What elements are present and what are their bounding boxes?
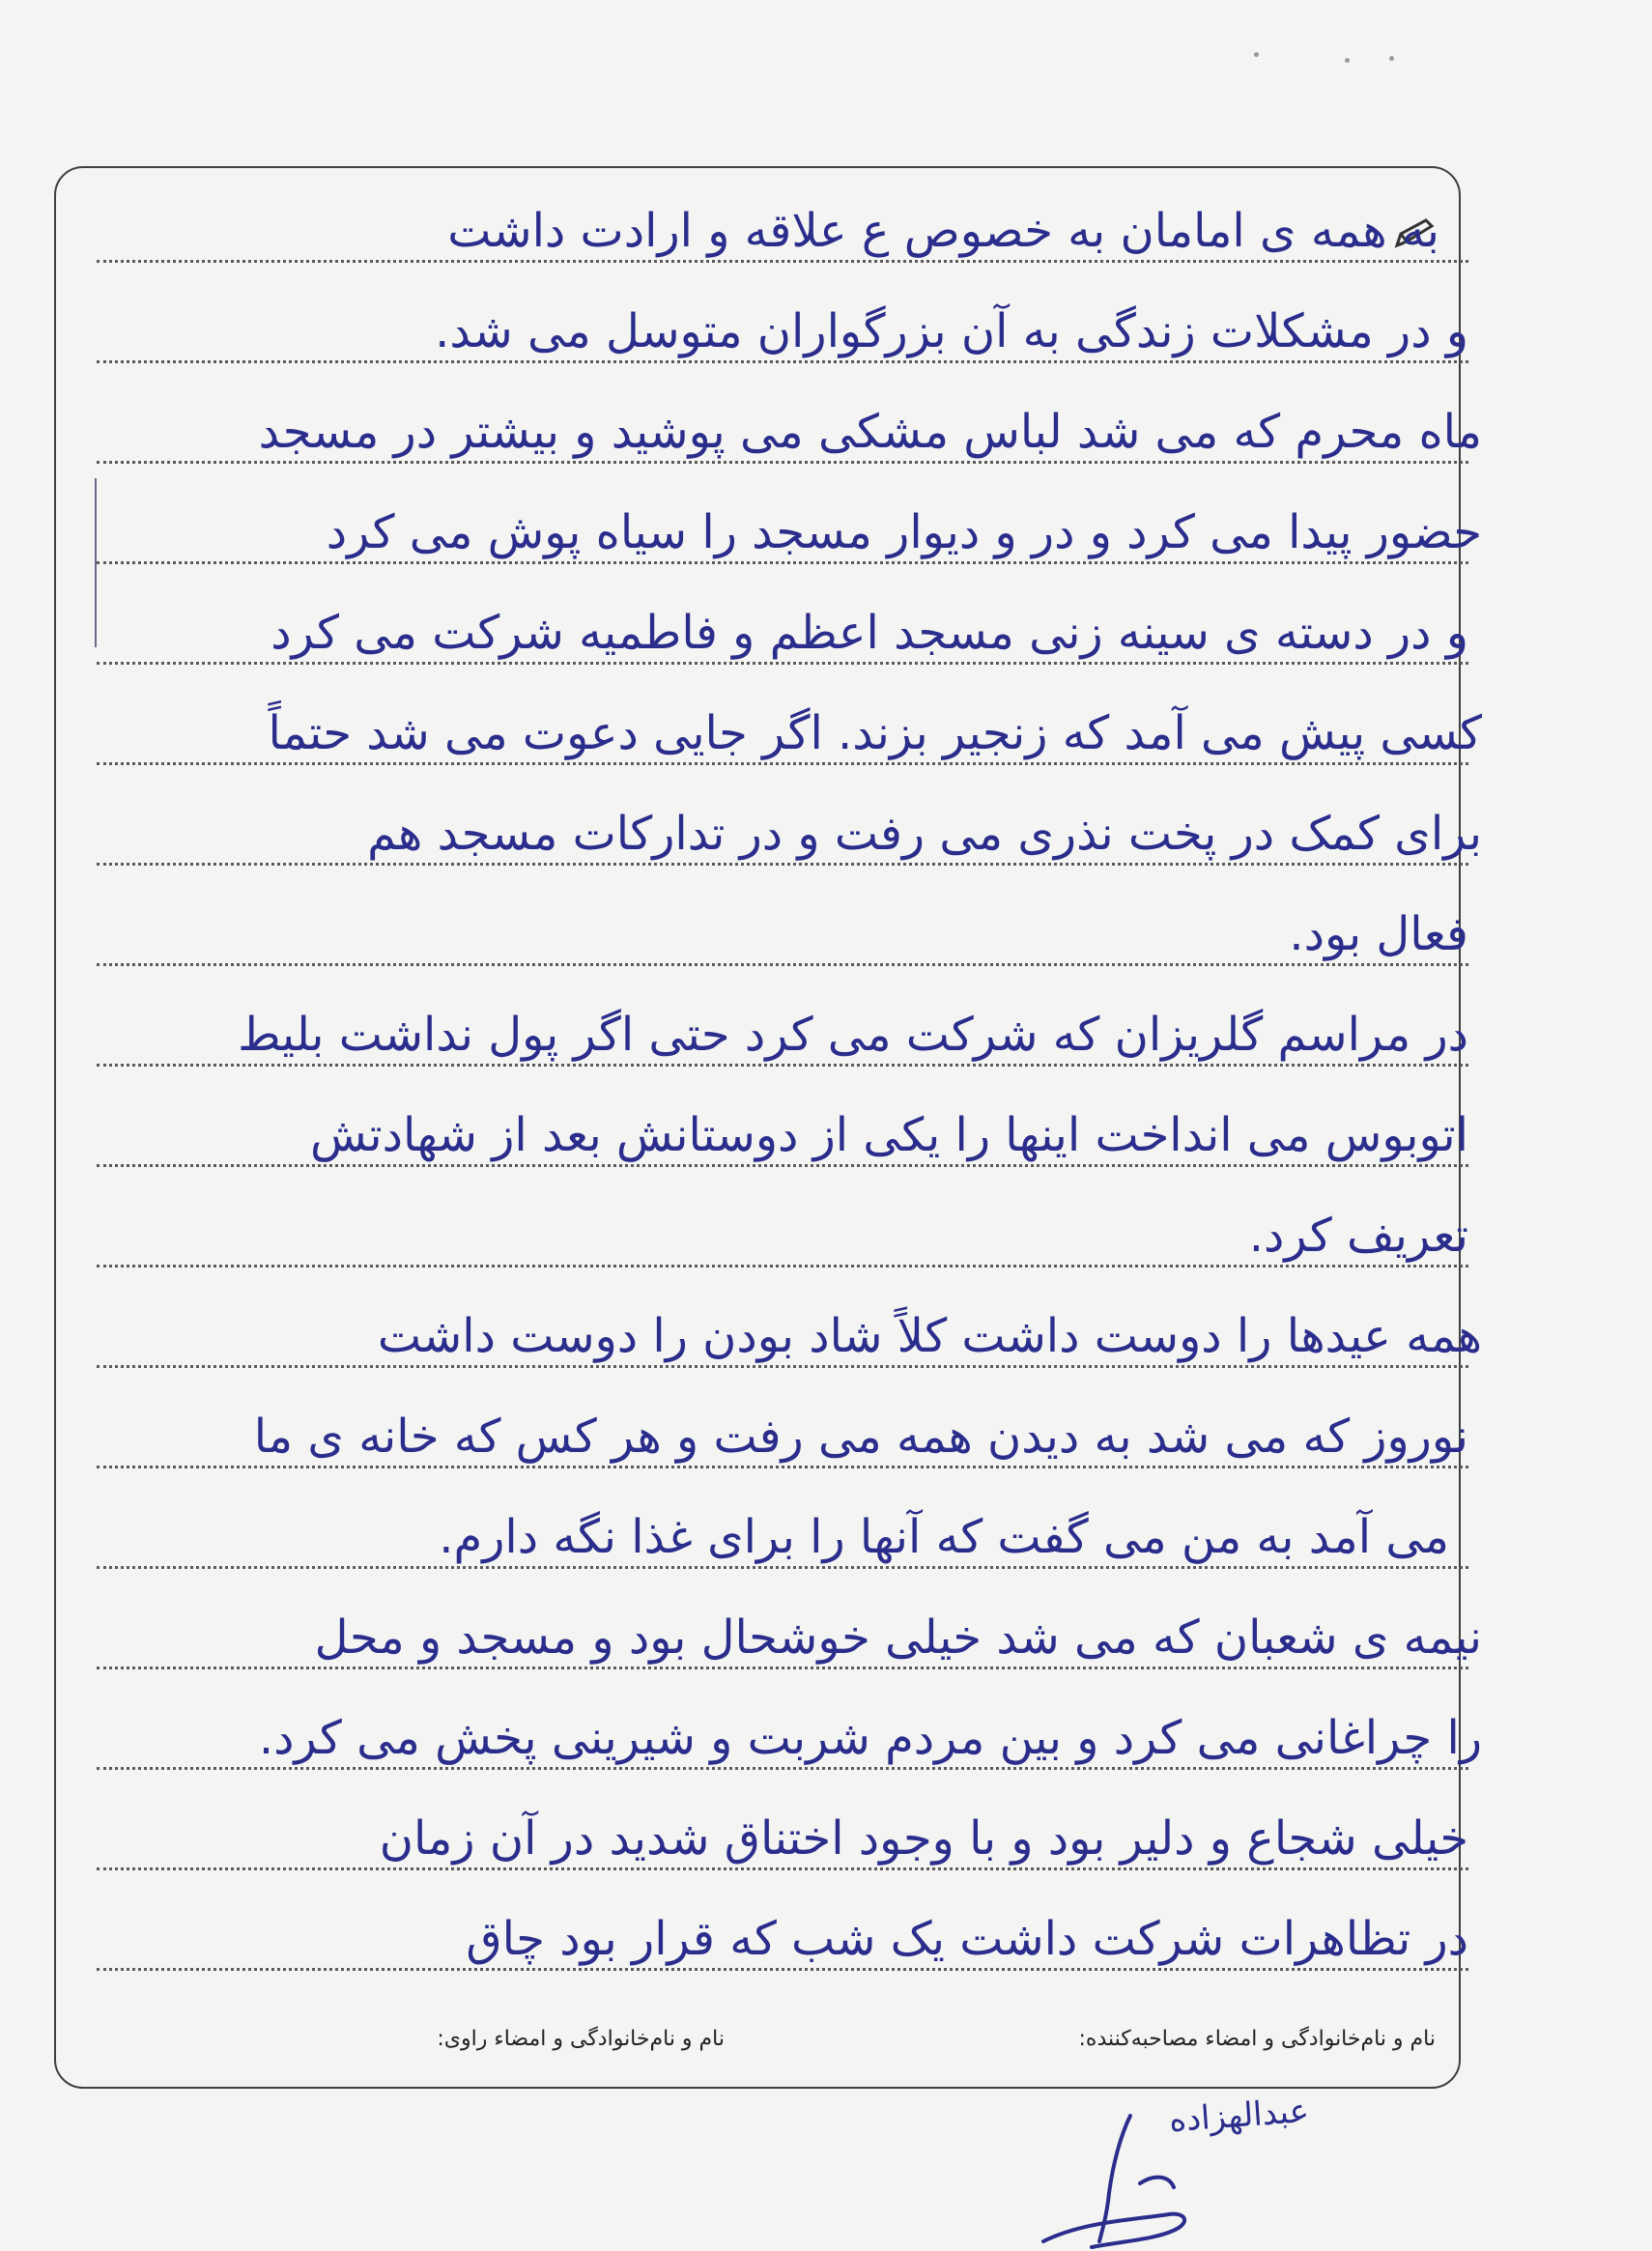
handwritten-line: می آمد به من می گفت که آنها را برای غذا نگه دارم.	[439, 1510, 1449, 1565]
dotted-rule	[97, 1667, 1468, 1669]
text-line	[97, 667, 1482, 767]
scan-speck	[1254, 52, 1259, 57]
dotted-rule	[97, 1767, 1468, 1770]
handwritten-line: و در دسته ی سینه زنی مسجد اعظم و فاطمیه شرکت می کرد	[271, 606, 1468, 661]
dotted-rule	[97, 1365, 1468, 1368]
text-line	[97, 566, 1468, 667]
text-line	[97, 265, 1468, 365]
dotted-rule	[97, 662, 1468, 665]
handwritten-line: در مراسم گلریزان که شرکت می کرد حتی اگر پول نداشت بلیط	[238, 1008, 1468, 1063]
text-line	[97, 1872, 1468, 1973]
handwritten-line: اتوبوس می انداخت اینها را یکی از دوستانش بعد از شهادتش	[310, 1108, 1468, 1163]
text-line	[97, 868, 1468, 968]
handwritten-line: را چراغانی می کرد و بین مردم شربت و شیرینی پخش می کرد.	[258, 1711, 1482, 1766]
dotted-rule	[97, 1867, 1468, 1870]
text-line	[97, 1169, 1468, 1269]
dotted-rule	[97, 1566, 1468, 1569]
text-line	[97, 1069, 1468, 1169]
narrator-signature-label: نام و نام‌خانوادگی و امضاء راوی:	[437, 2027, 725, 2051]
scan-speck	[1345, 58, 1350, 63]
handwritten-line: حضور پیدا می کرد و در و دیوار مسجد را سیاه پوش می کرد	[326, 505, 1482, 560]
handwritten-line: فعال بود.	[1289, 907, 1468, 962]
signature-icon	[985, 2106, 1208, 2251]
dotted-rule	[97, 561, 1468, 564]
text-line	[97, 1470, 1468, 1571]
dotted-rule	[97, 1265, 1468, 1268]
handwritten-line: نیمه ی شعبان که می شد خیلی خوشحال بود و مسجد و محل	[314, 1610, 1482, 1666]
text-line	[97, 968, 1468, 1069]
text-line	[97, 1671, 1482, 1772]
dotted-rule	[97, 360, 1468, 363]
text-line	[97, 1772, 1468, 1872]
text-line	[97, 767, 1482, 868]
signature-name: عبدالهزاده	[1167, 2091, 1311, 2141]
text-line	[97, 1269, 1482, 1370]
handwritten-line: نوروز که می شد به دیدن همه می رفت و هر کس که خانه ی ما	[253, 1410, 1468, 1465]
handwritten-line: و در مشکلات زندگی به آن بزرگواران متوسل می شد.	[435, 304, 1468, 359]
handwritten-line: همه عیدها را دوست داشت کلاً شاد بودن را دوست داشت	[377, 1309, 1482, 1364]
text-line	[97, 365, 1482, 466]
dotted-rule	[97, 1968, 1468, 1971]
dotted-rule	[97, 461, 1468, 464]
handwritten-line: خیلی شجاع و دلیر بود و با وجود اختناق شدید در آن زمان	[379, 1811, 1468, 1866]
dotted-rule	[97, 1466, 1468, 1468]
dotted-rule	[97, 863, 1468, 866]
text-line	[97, 1571, 1482, 1671]
text-line	[97, 164, 1468, 265]
scan-speck	[1389, 56, 1394, 61]
dotted-rule	[97, 762, 1468, 765]
handwritten-line: در تظاهرات شرکت داشت یک شب که قرار بود چاق	[466, 1912, 1468, 1967]
handwritten-line: برای کمک در پخت نذری می رفت و در تدارکات مسجد هم	[367, 807, 1482, 862]
dotted-rule	[97, 260, 1468, 263]
dotted-rule	[97, 1164, 1468, 1167]
handwritten-line: تعریف کرد.	[1248, 1209, 1468, 1264]
text-line	[97, 466, 1482, 566]
interviewer-signature-label: نام و نام‌خانوادگی و امضاء مصاحبه‌کننده:	[1078, 2027, 1436, 2051]
text-line	[97, 1370, 1468, 1470]
dotted-rule	[97, 963, 1468, 966]
dotted-rule	[97, 1064, 1468, 1067]
handwritten-line: به همه ی امامان به خصوص ع علاقه و ارادت داشت	[447, 204, 1439, 259]
handwritten-line: ماه محرم که می شد لباس مشکی می پوشید و بیشتر در مسجد	[258, 405, 1482, 460]
handwritten-line: کسی پیش می آمد که زنجیر بزند. اگر جایی دعوت می شد حتماً	[268, 706, 1482, 761]
